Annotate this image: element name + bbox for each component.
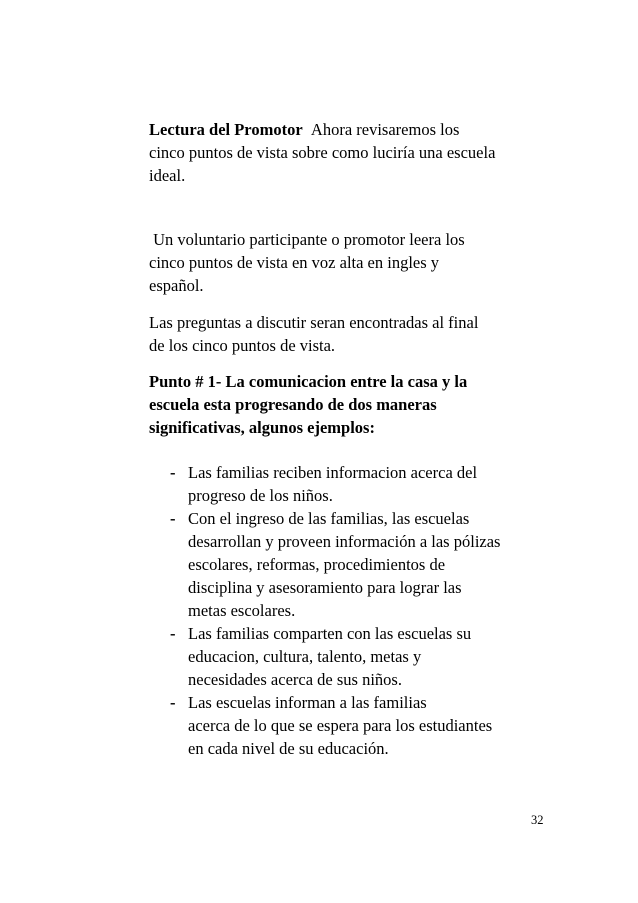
- list-item-line: escolares, reformas, procedimientos de: [188, 555, 446, 574]
- list-item-line: metas escolares.: [188, 601, 296, 620]
- list-item-line: desarrollan y proveen información a las pólizas: [188, 532, 501, 551]
- questions-line-2: de los cinco puntos de vista.: [149, 336, 336, 355]
- list-item-line: Las familias reciben informacion acerca del: [188, 463, 478, 482]
- bullet-dash: -: [170, 509, 176, 528]
- list-item: [170, 691, 590, 760]
- page-number: 32: [531, 813, 544, 827]
- intro-paragraph: [149, 118, 569, 187]
- intro-line-3: ideal.: [149, 166, 186, 185]
- list-item-line: Las familias comparten con las escuelas su: [188, 624, 472, 643]
- list-item-line: necesidades acerca de sus niños.: [188, 670, 402, 689]
- volunteer-line-3: español.: [149, 276, 204, 295]
- point1-heading-line-1: Punto # 1- La comunicacion entre la casa y la: [149, 372, 468, 391]
- list-item-line: en cada nivel de su educación.: [188, 739, 389, 758]
- volunteer-paragraph: [149, 228, 569, 297]
- list-item: [170, 622, 590, 691]
- point1-heading-line-3: significativas, algunos ejemplos:: [149, 418, 375, 437]
- list-item-line: Con el ingreso de las familias, las escuelas: [188, 509, 470, 528]
- questions-paragraph: [149, 311, 569, 357]
- list-item: [170, 507, 590, 622]
- list-item-line: Las escuelas informan a las familias: [188, 693, 427, 712]
- point1-heading-line-2: escuela esta progresando de dos maneras: [149, 395, 437, 414]
- bullet-dash: -: [170, 463, 176, 482]
- list-item-line: disciplina y asesoramiento para lograr las: [188, 578, 462, 597]
- bullet-dash: -: [170, 693, 176, 712]
- list-item-line: acerca de lo que se espera para los estudiantes: [188, 716, 493, 735]
- intro-line-2: cinco puntos de vista sobre como luciría una escuela: [149, 143, 496, 162]
- questions-line-1: Las preguntas a discutir seran encontradas al final: [149, 313, 479, 332]
- intro-line-1: [149, 118, 569, 141]
- intro-line-1-text: Ahora revisaremos los: [310, 120, 460, 139]
- bullet-dash: -: [170, 624, 176, 643]
- volunteer-line-2: cinco puntos de vista en voz alta en ingles y: [149, 253, 440, 272]
- point1-examples-list: [170, 461, 590, 760]
- volunteer-line-1: Un voluntario participante o promotor leera los: [149, 230, 465, 249]
- point1-heading: [149, 370, 569, 439]
- list-item-line: progreso de los niños.: [188, 486, 333, 505]
- list-item: [170, 461, 590, 507]
- list-item-line: educacion, cultura, talento, metas y: [188, 647, 422, 666]
- intro-title: Lectura del Promotor: [149, 120, 303, 139]
